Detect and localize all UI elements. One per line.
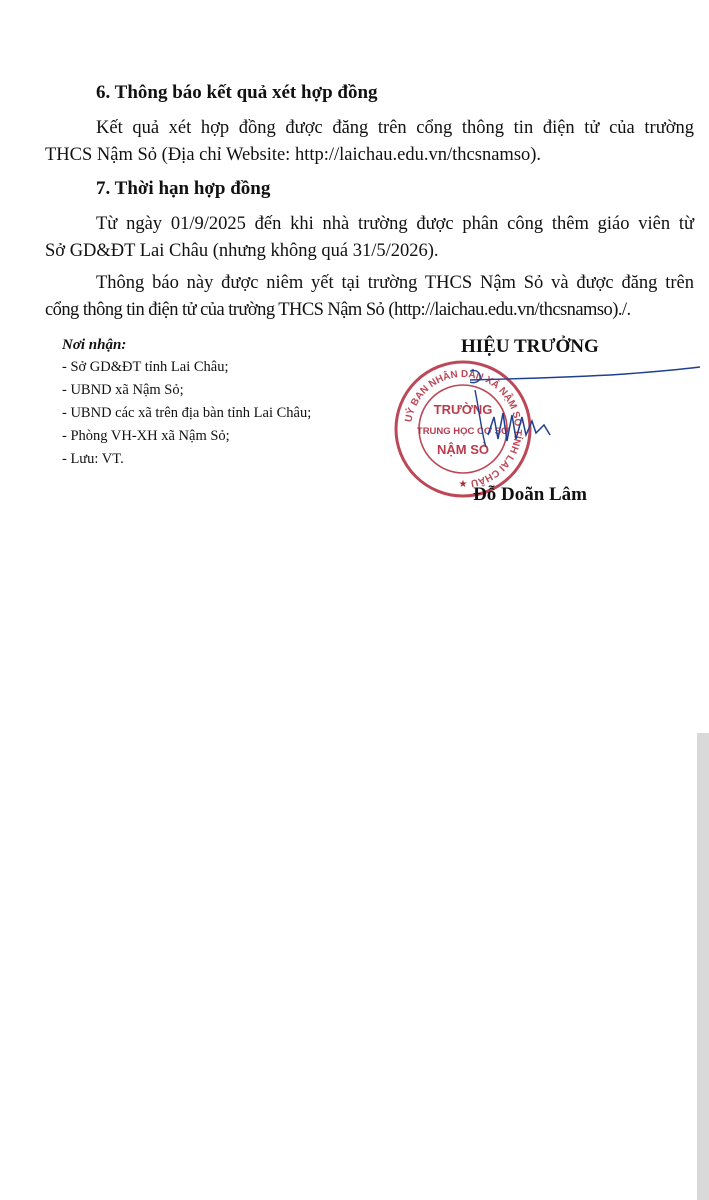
recipients-title: Nơi nhận:: [62, 337, 127, 353]
section-6-heading: 6. Thông báo kết quả xét hợp đồng: [96, 82, 378, 103]
seal-ring-text: UỶ BAN NHÂN DÂN XÃ NẬM SỎ TỈNH LAI CHÂU: [403, 368, 524, 489]
recipient-item: - Phòng VH-XH xã Nậm Sỏ;: [62, 428, 230, 444]
recipient-item: - UBND xã Nậm Sỏ;: [62, 382, 184, 398]
section-7-heading: 7. Thời hạn hợp đồng: [96, 178, 271, 199]
signer-name: Đỗ Doãn Lâm: [473, 484, 588, 505]
notice-line-2: cổng thông tin điện tử của trường THCS Nậm Sỏ (http://laichau.edu.vn/thcsnamso)./.: [45, 300, 631, 320]
seal-line-1: TRƯỜNG: [433, 402, 493, 417]
section-7-line-1: Từ ngày 01/9/2025 đến khi nhà trường được phân công thêm giáo viên từ: [96, 214, 694, 234]
seal-line-3: NẬM SỎ: [437, 442, 489, 457]
signature-title: HIỆU TRƯỞNG: [461, 336, 599, 357]
recipient-item: - Sở GD&ĐT tỉnh Lai Châu;: [62, 359, 229, 375]
notice-line-1: Thông báo này được niêm yết tại trường THCS Nậm Sỏ và được đăng trên: [96, 273, 694, 293]
section-7-line-2: Sở GD&ĐT Lai Châu (nhưng không quá 31/5/2026).: [45, 241, 439, 261]
recipient-item: - UBND các xã trên địa bàn tỉnh Lai Châu;: [62, 405, 312, 421]
recipient-item: - Lưu: VT.: [62, 451, 124, 467]
section-6-line-2: THCS Nậm Sỏ (Địa chỉ Website: http://laichau.edu.vn/thcsnamso).: [45, 145, 542, 165]
section-6-line-1: Kết quả xét hợp đồng được đăng trên cổng thông tin điện tử của trường: [96, 118, 694, 138]
seal-line-2: TRUNG HỌC CƠ SỞ: [416, 426, 510, 437]
vertical-scrollbar[interactable]: [697, 733, 709, 1200]
handwritten-signature: [470, 355, 709, 465]
seal-star-icon: ★: [458, 479, 468, 490]
